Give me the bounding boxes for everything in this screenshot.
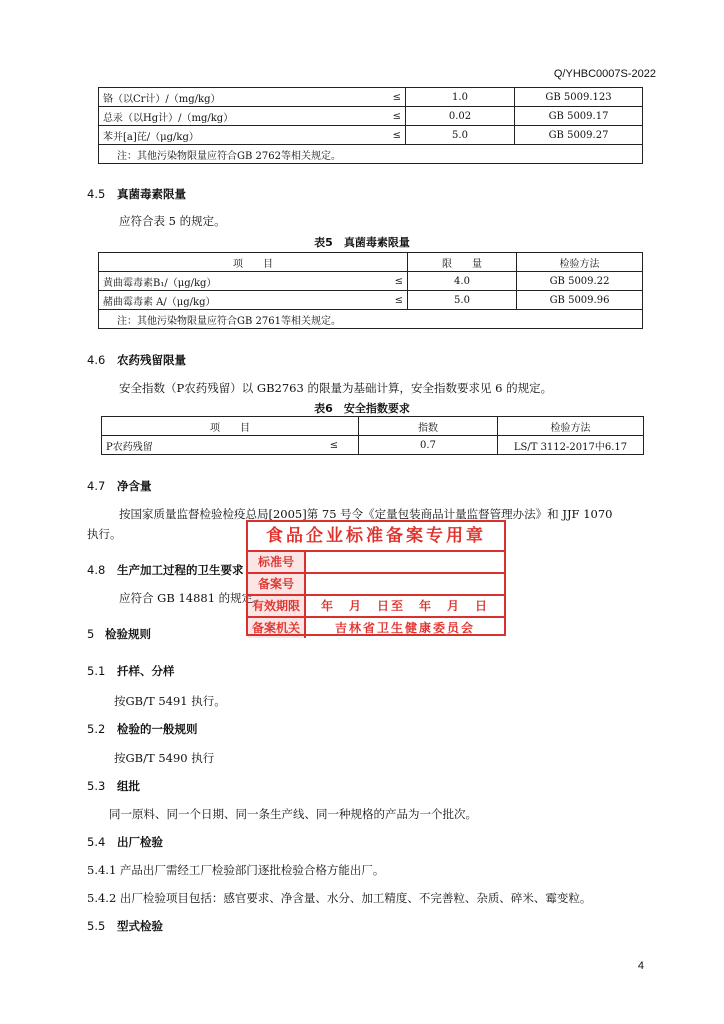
table-note-row: [99, 145, 643, 164]
header-cell: 检验方法: [498, 417, 644, 436]
stamp-value: [306, 574, 504, 594]
method-cell: GB 5009.96: [517, 291, 643, 310]
table-note: 注：其他污染物限量应符合GB 2762等相关规定。: [99, 145, 643, 164]
header-cell: 指数: [359, 417, 498, 436]
header-cell: 项 目: [102, 417, 359, 436]
item-cell: 总汞（以Hg计）/（mg/kg）: [99, 107, 326, 126]
symbol-cell: ≤: [326, 272, 407, 291]
section-heading-5-1: 5.1 扦样、分样: [87, 664, 175, 678]
item-cell: 苯并[a]芘/（μg/kg）: [99, 126, 326, 145]
stamp-row: [248, 552, 504, 574]
table-row: [102, 436, 644, 455]
section-text: 按GB/T 5491 执行。: [114, 694, 226, 708]
stamp-row: [248, 596, 504, 618]
symbol-cell: ≤: [326, 291, 407, 310]
section-heading-5-4: 5.4 出厂检验: [87, 835, 163, 849]
header-cell: 检验方法: [517, 253, 643, 272]
clause-5-4-2: 5.4.2 出厂检验项目包括：感官要求、净含量、水分、加工精度、不完善粒、杂质、碎米、霉变粒。: [87, 891, 592, 905]
section-text: 执行。: [87, 527, 122, 541]
section-heading-5-2: 5.2 检验的一般规则: [87, 722, 198, 736]
filing-stamp: [246, 520, 506, 636]
section-text: 安全指数（P农药残留）以 GB2763 的限量为基础计算，安全指数要求见 6 的规定。: [119, 381, 553, 395]
method-cell: GB 5009.27: [515, 126, 643, 145]
section-text: 应符合表 5 的规定。: [119, 214, 226, 228]
symbol-cell: ≤: [325, 88, 406, 107]
stamp-value: [306, 552, 504, 572]
stamp-title: 食品企业标准备案专用章: [248, 522, 504, 552]
section-text: 按国家质量监督检验检疫总局[2005]第 75 号令《定量包装商品计量监督管理办法》和 JJF 1070: [119, 507, 613, 521]
document-number: Q/YHBC0007S-2022: [553, 68, 656, 80]
limit-cell: 4.0: [408, 272, 517, 291]
mycotoxin-table: [98, 252, 643, 329]
symbol-cell: ≤: [325, 107, 406, 126]
symbol-cell: ≤: [325, 126, 406, 145]
item-cell: P农药残留: [102, 436, 311, 455]
table-row: [99, 107, 643, 126]
section-heading-4-5: 4.5 真菌毒素限量: [87, 187, 186, 201]
section-heading-5-5: 5.5 型式检验: [87, 919, 163, 933]
stamp-label: 有效期限: [248, 596, 306, 616]
stamp-value: 吉林省卫生健康委员会: [334, 621, 475, 635]
section-heading-5-3: 5.3 组批: [87, 779, 140, 793]
limit-cell: 5.0: [406, 126, 515, 145]
contaminants-table: [98, 87, 643, 164]
header-cell: 项 目: [99, 253, 408, 272]
item-cell: 黄曲霉毒素B₁/（μg/kg）: [99, 272, 327, 291]
method-cell: GB 5009.123: [515, 88, 643, 107]
table-row: [99, 126, 643, 145]
index-cell: 0.7: [359, 436, 498, 455]
table-row: [99, 88, 643, 107]
section-heading-4-6: 4.6 农药残留限量: [87, 353, 186, 367]
symbol-cell: ≤: [310, 436, 359, 455]
limit-cell: 0.02: [406, 107, 515, 126]
table-row: [99, 272, 643, 291]
stamp-label: 备案机关: [248, 618, 306, 638]
table-header-row: [99, 253, 643, 272]
item-cell: 赭曲霉毒素 A/（μg/kg）: [99, 291, 327, 310]
section-heading-4-7: 4.7 净含量: [87, 479, 152, 493]
stamp-value: 年 月 日至 年 月 日: [320, 599, 489, 613]
table-caption: 表5 真菌毒素限量: [314, 236, 410, 249]
table-row: [99, 291, 643, 310]
clause-5-4-1: 5.4.1 产品出厂需经工厂检验部门逐批检验合格方能出厂。: [87, 863, 385, 877]
item-cell: 铬（以Cr计）/（mg/kg）: [99, 88, 326, 107]
method-cell: LS/T 3112-2017中6.17: [498, 436, 644, 455]
stamp-row: [248, 618, 504, 638]
limit-cell: 1.0: [406, 88, 515, 107]
section-text: 同一原料、同一个日期、同一条生产线、同一种规格的产品为一个批次。: [109, 807, 477, 821]
stamp-label: 标准号: [248, 552, 306, 572]
section-heading-4-8: 4.8 生产加工过程的卫生要求: [87, 563, 244, 577]
table-note: 注：其他污染物限量应符合GB 2761等相关规定。: [99, 310, 643, 329]
section-heading-5: 5 检验规则: [87, 627, 151, 641]
method-cell: GB 5009.17: [515, 107, 643, 126]
table-header-row: [102, 417, 644, 436]
stamp-row: [248, 574, 504, 596]
page-number: 4: [637, 960, 644, 972]
limit-cell: 5.0: [408, 291, 517, 310]
table-note-row: [99, 310, 643, 329]
safety-index-table: [101, 416, 644, 455]
section-text: 按GB/T 5490 执行: [114, 751, 215, 765]
stamp-label: 备案号: [248, 574, 306, 594]
header-cell: 限 量: [408, 253, 517, 272]
table-caption: 表6 安全指数要求: [314, 402, 410, 415]
method-cell: GB 5009.22: [517, 272, 643, 291]
section-text: 应符合 GB 14881 的规定。: [119, 591, 265, 605]
